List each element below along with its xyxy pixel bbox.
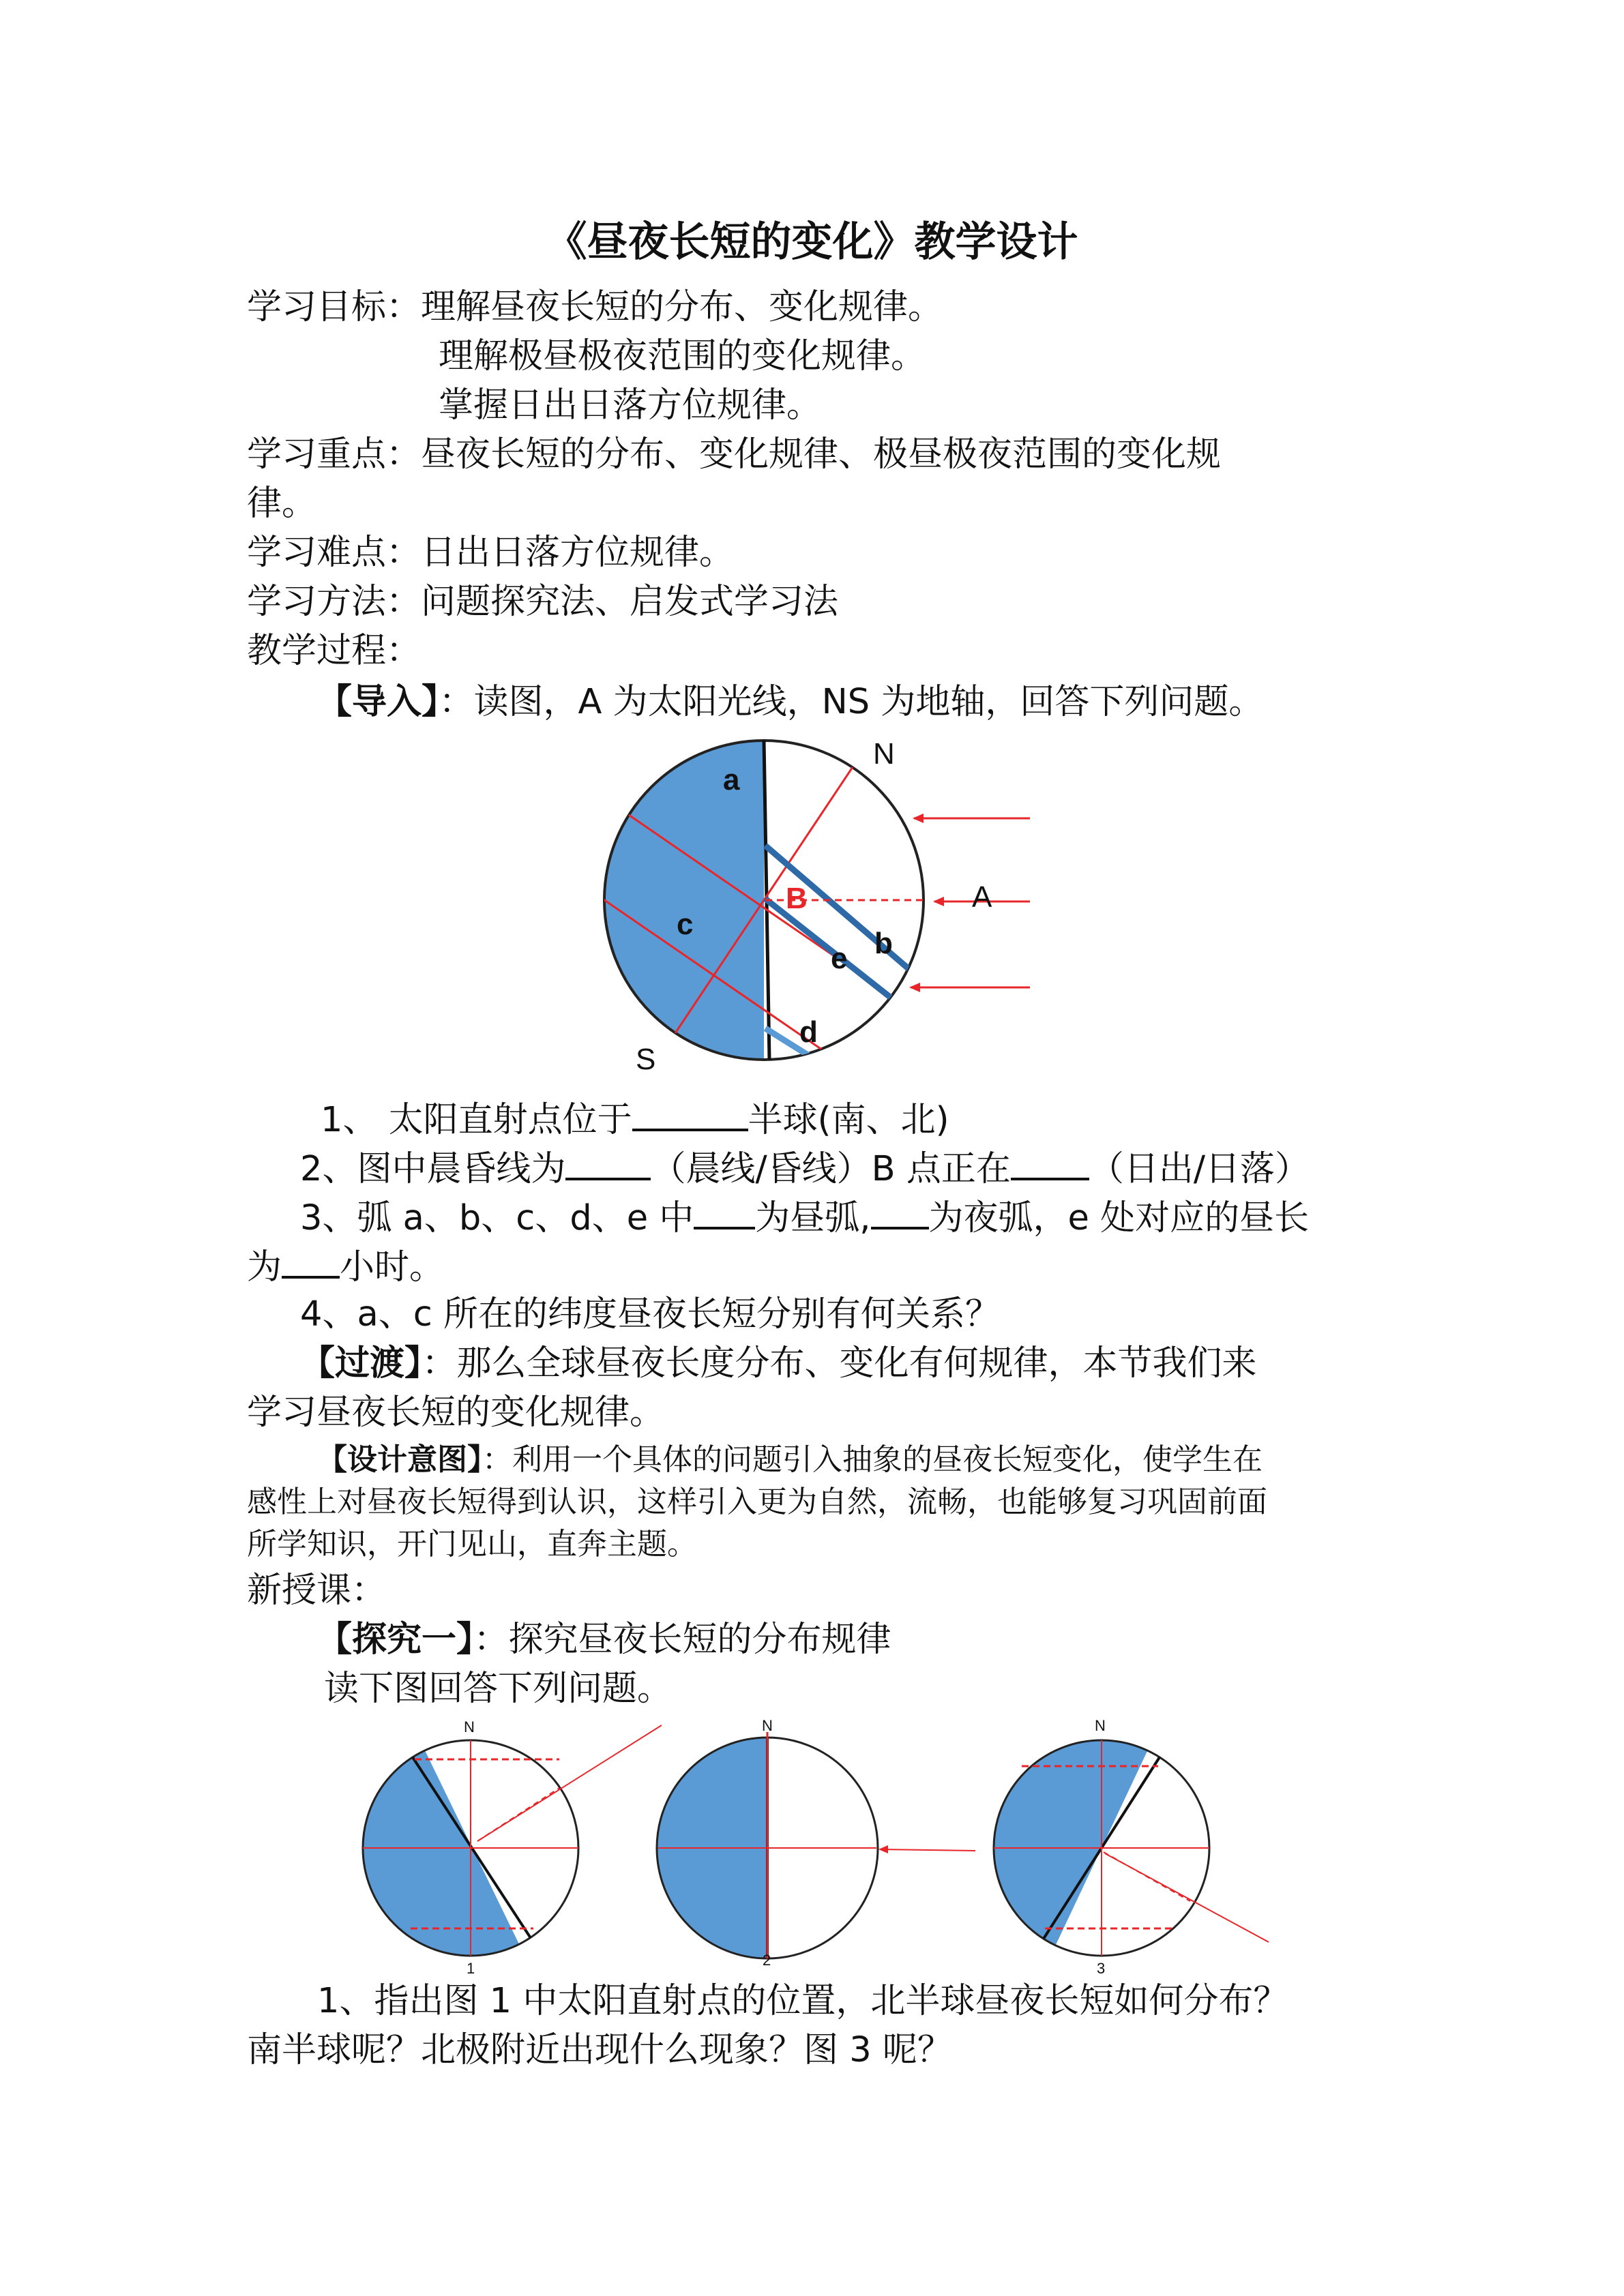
answer-blank[interactable] xyxy=(565,1144,651,1180)
label-e: e xyxy=(831,942,848,975)
objective-item: 理解极昼极夜范围的变化规律。 xyxy=(439,336,926,376)
answer-blank[interactable] xyxy=(1011,1144,1089,1180)
north-label: N xyxy=(1095,1717,1106,1734)
answer-blank[interactable] xyxy=(632,1094,748,1131)
question-text: （晨线/昏线）B 点正在 xyxy=(651,1149,1011,1189)
label-a: a xyxy=(723,763,740,796)
arrowhead-icon xyxy=(913,814,924,823)
key-points-row xyxy=(247,431,1221,479)
question-3 xyxy=(300,1193,1309,1242)
intro-row xyxy=(317,679,1263,726)
objective-item: 掌握日出日落方位规律。 xyxy=(439,385,822,426)
explore-question: 1、指出图 1 中太阳直射点的位置，北半球昼夜长短如何分布？ xyxy=(317,1981,1288,2021)
explore1-text: ：探究昼夜长短的分布规律 xyxy=(473,1620,891,1660)
question-text: 2、图中晨昏线为 xyxy=(300,1149,566,1189)
design-intent-row xyxy=(317,1439,1263,1481)
sunray-dashed xyxy=(1104,1852,1190,1901)
question-text: 为 xyxy=(247,1247,282,1287)
night-hemisphere xyxy=(604,741,764,1060)
transition-tag: 【过渡】 xyxy=(300,1343,422,1384)
label-A: A xyxy=(972,880,992,914)
key-points-text-cont: 律。 xyxy=(247,483,317,524)
design-intent-text-cont: 所学知识，开门见山，直奔主题。 xyxy=(247,1527,697,1562)
question-text: 3、弧 a、b、c、d、e 中 xyxy=(300,1198,694,1238)
question-3-cont xyxy=(247,1242,444,1292)
answer-blank[interactable] xyxy=(694,1193,755,1229)
objectives-row xyxy=(247,284,943,331)
north-label: N xyxy=(762,1717,773,1734)
explore1-row xyxy=(317,1616,891,1664)
process-label: 教学过程： xyxy=(247,631,422,671)
method-label: 学习方法： xyxy=(247,582,422,622)
label-b: b xyxy=(874,927,893,960)
sunray-arrow xyxy=(880,1849,975,1851)
arrowhead-icon xyxy=(933,897,944,906)
difficulty-text: 日出日落方位规律。 xyxy=(421,533,735,573)
question-text: 为夜弧，e 处对应的昼长 xyxy=(928,1198,1310,1238)
design-intent-text-cont: 感性上对昼夜长短得到认识，这样引入更为自然，流畅，也能够复习巩固前面 xyxy=(247,1485,1267,1519)
sunray-dashed xyxy=(477,1788,559,1841)
answer-blank[interactable] xyxy=(871,1193,929,1229)
diagram-2 xyxy=(657,1717,975,1969)
label-B: B xyxy=(786,882,808,915)
objective-item: 理解昼夜长短的分布、变化规律。 xyxy=(421,287,943,327)
arrowhead-icon xyxy=(909,983,920,992)
transition-row xyxy=(300,1340,1257,1388)
key-points-text: 昼夜长短的分布、变化规律、极昼极夜范围的变化规 xyxy=(421,434,1222,475)
difficulty-row xyxy=(247,529,734,577)
label-S: S xyxy=(636,1043,656,1076)
caption-1: 1 xyxy=(467,1960,475,1977)
difficulty-label: 学习难点： xyxy=(247,533,422,573)
label-d: d xyxy=(799,1015,818,1049)
label-N: N xyxy=(873,737,895,771)
caption-2: 2 xyxy=(763,1952,771,1969)
explore1-tag: 【探究一】 xyxy=(317,1620,474,1660)
answer-blank[interactable] xyxy=(282,1242,340,1279)
north-label: N xyxy=(464,1718,475,1735)
earth-diagram-figure xyxy=(587,730,1050,1084)
method-row xyxy=(247,578,838,626)
design-intent-text: ：利用一个具体的问题引入抽象的昼夜长短变化，使学生在 xyxy=(482,1442,1263,1477)
question-text: 1、 太阳直射点位于 xyxy=(321,1100,632,1140)
question-text: （日出/日落） xyxy=(1089,1149,1310,1189)
question-1 xyxy=(321,1094,949,1144)
question-text: 小时。 xyxy=(340,1247,445,1287)
caption-3: 3 xyxy=(1097,1960,1106,1977)
three-earth-diagrams-figure xyxy=(355,1712,1310,1981)
diagram-1 xyxy=(355,1718,662,1977)
key-points-label: 学习重点： xyxy=(247,434,422,475)
read-prompt: 读下图回答下列问题。 xyxy=(324,1669,673,1709)
objectives-label: 学习目标： xyxy=(247,287,422,327)
transition-text: ：那么全球昼夜长度分布、变化有何规律，本节我们来 xyxy=(422,1343,1257,1384)
intro-text: ：读图，A 为太阳光线，NS 为地轴，回答下列问题。 xyxy=(439,682,1264,722)
label-c: c xyxy=(677,908,694,941)
design-intent-tag: 【设计意图】 xyxy=(317,1442,482,1477)
question-text: 为昼弧, xyxy=(755,1198,871,1238)
intro-tag: 【导入】 xyxy=(317,682,439,722)
question-text: 半球(南、北) xyxy=(748,1100,949,1140)
new-lesson-label: 新授课： xyxy=(247,1570,387,1611)
transition-text-cont: 学习昼夜长短的变化规律。 xyxy=(247,1392,665,1433)
arrowhead-icon xyxy=(879,1845,888,1853)
page-title: 《昼夜长短的变化》教学设计 xyxy=(546,218,1078,266)
method-text: 问题探究法、启发式学习法 xyxy=(421,582,839,622)
diagram-3 xyxy=(969,1717,1269,1977)
explore-question-cont: 南半球呢？北极附近出现什么现象？图 3 呢？ xyxy=(247,2030,952,2070)
question-2 xyxy=(300,1144,1310,1193)
question-4: 4、a、c 所在的纬度昼夜长短分别有何关系？ xyxy=(300,1294,1000,1335)
